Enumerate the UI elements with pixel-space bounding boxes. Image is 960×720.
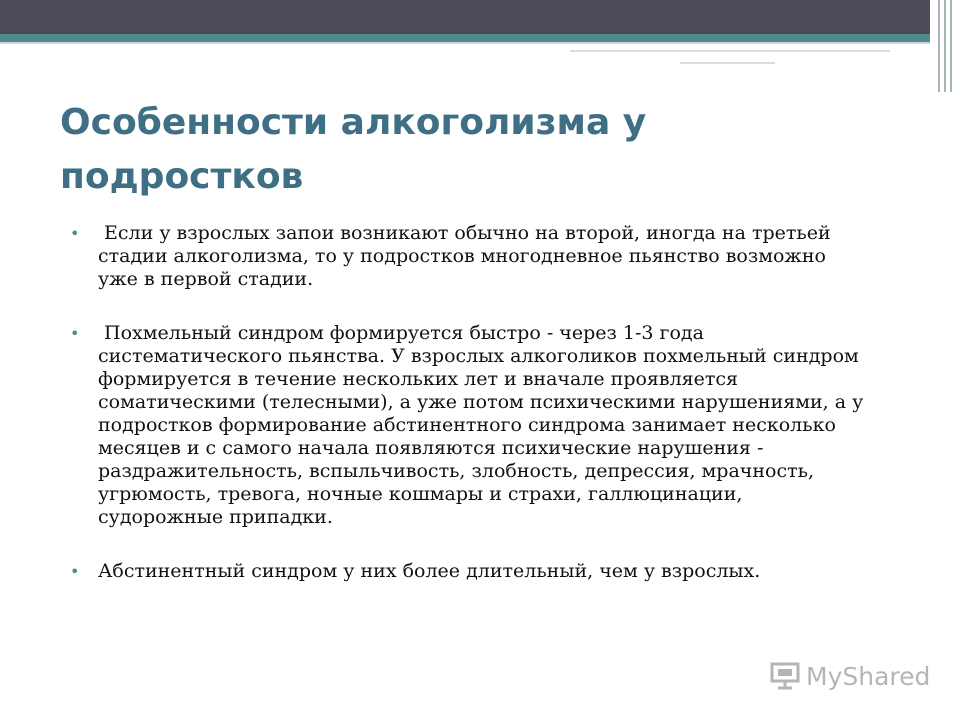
bullet-text: Если у взрослых запои возникают обычно на второй, иногда на третьей стадии алкоголизма, то у подростков многодневное пьянство возможно уже в первой стадии. xyxy=(98,222,837,290)
list-item xyxy=(70,222,870,291)
accent-stripe xyxy=(0,34,960,42)
watermark-text: MyShared xyxy=(806,661,931,691)
top-bar xyxy=(0,0,960,34)
slide-title: Особенности алкоголизма у подростков xyxy=(60,102,647,197)
bullet-icon: • xyxy=(70,324,80,343)
presentation-board-icon xyxy=(770,662,800,690)
list-item xyxy=(70,322,870,529)
bullet-list xyxy=(70,222,870,614)
accent-thin-stripe xyxy=(0,42,960,44)
watermark-logo xyxy=(770,656,930,696)
bullet-icon: • xyxy=(70,224,80,243)
vertical-decoration xyxy=(930,0,960,92)
list-item xyxy=(70,560,870,583)
bullet-text: Абстинентный синдром у них более длительный, чем у взрослых. xyxy=(98,560,761,582)
bullet-icon: • xyxy=(70,562,80,581)
bullet-text: Похмельный синдром формируется быстро - через 1-3 года систематического пьянства. У взрослых алкоголиков похмельный синдром формируется в течение нескольких лет и вначале проявляется соматическими (телесными), а уже потом психическими нарушениями, а у подростков формирование абстинентного синдрома занимает несколько месяцев и с самого начала появляются психические нарушения - раздражительность, вспыльчивость, злобность, депрессия, мрачность, угрюмость, тревога, ночные кошмары и страхи, галлюцинации, судорожные припадки. xyxy=(98,322,870,528)
decoration-line xyxy=(570,50,890,52)
decoration-line xyxy=(680,62,775,64)
